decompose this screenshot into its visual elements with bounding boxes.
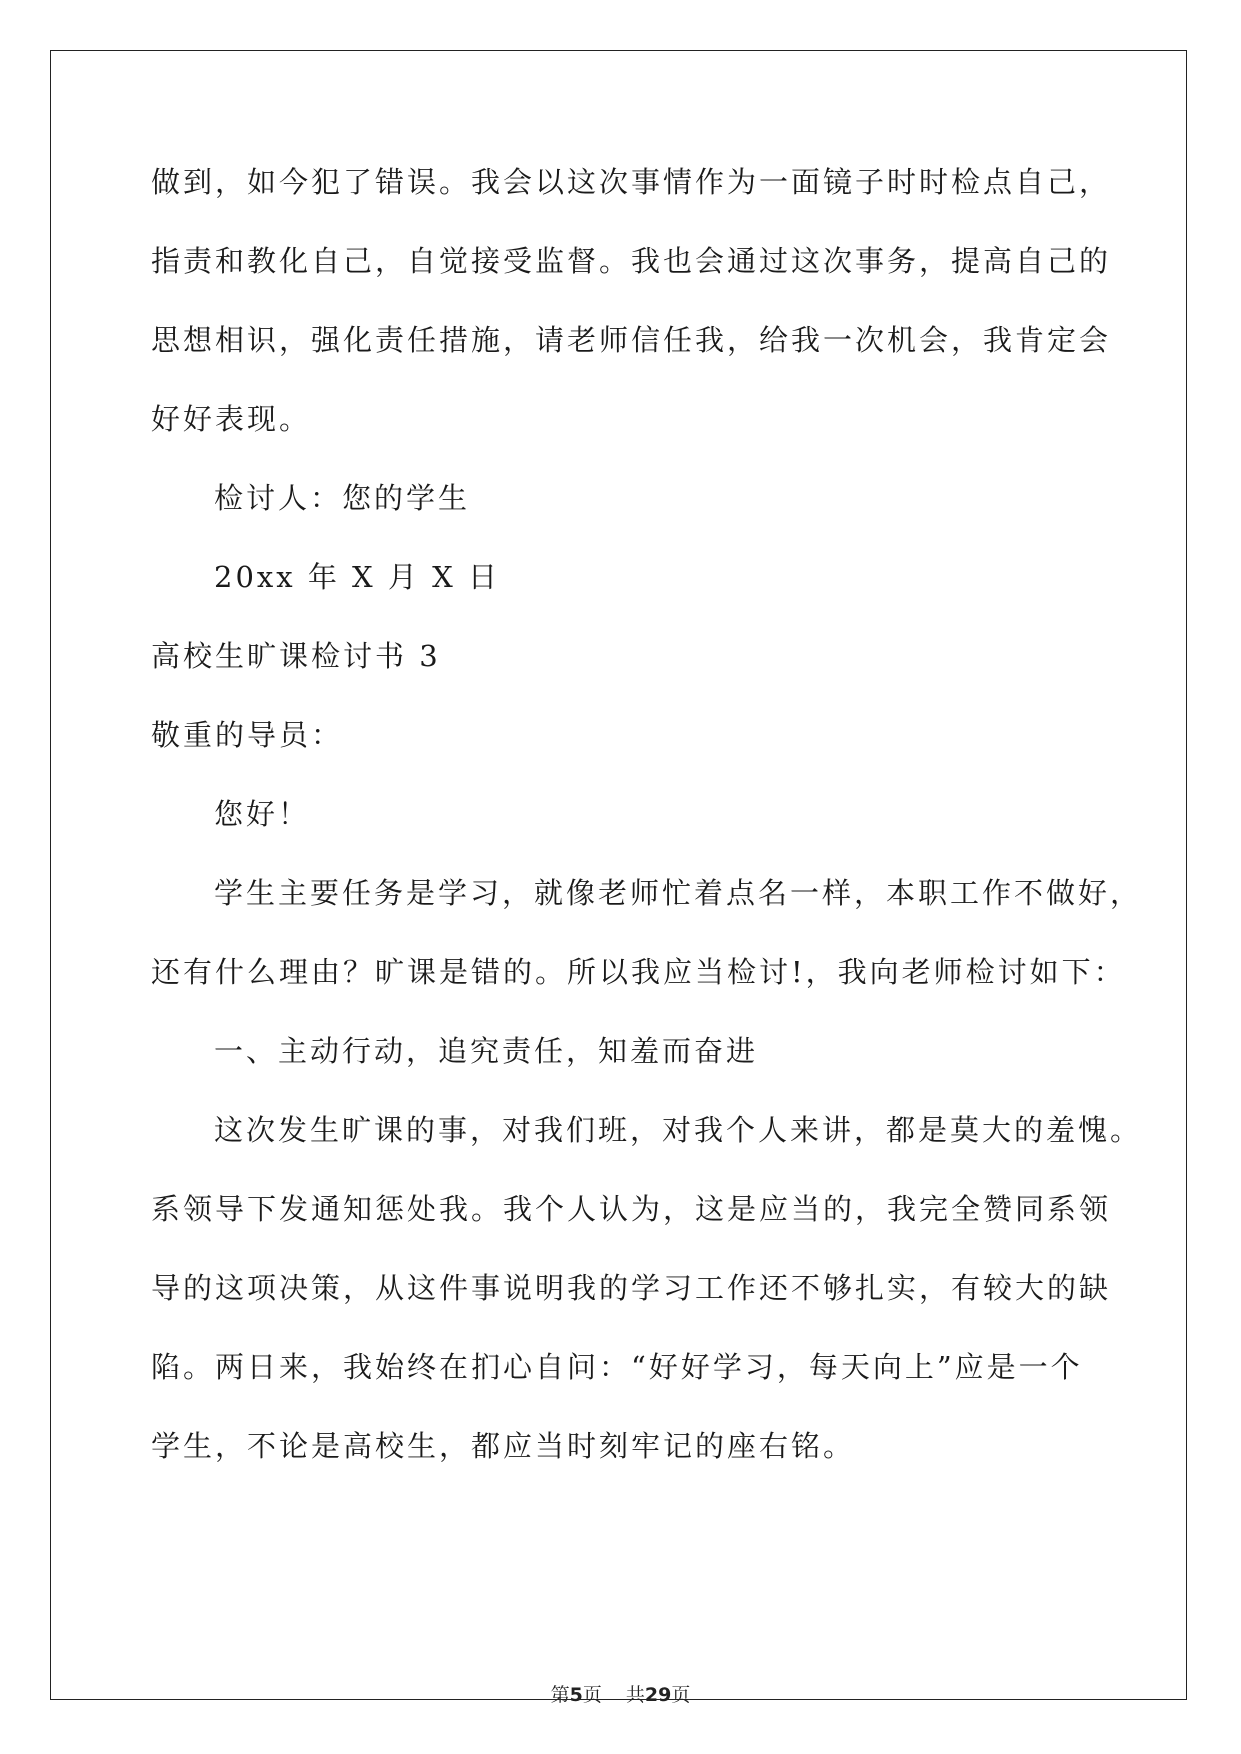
page-number: 5: [569, 1684, 583, 1706]
date-line: 20xx 年 X 月 X 日: [214, 560, 500, 594]
total-prefix: 共: [625, 1684, 645, 1706]
text-line: 学生主要任务是学习，就像老师忙着点名一样，本职工作不做好，: [214, 876, 1143, 910]
page-suffix: 页: [582, 1684, 602, 1706]
text-line: 思想相识，强化责任措施，请老师信任我，给我一次机会，我肯定会: [151, 323, 1112, 357]
text-line: 好好表现。: [151, 402, 312, 436]
total-suffix: 页: [671, 1684, 691, 1706]
subheading: 一、主动行动，追究责任，知羞而奋进: [214, 1034, 759, 1068]
total-pages: 29: [644, 1684, 672, 1706]
greeting: 您好！: [214, 797, 311, 831]
text-line: 做到，如今犯了错误。我会以这次事情作为一面镜子时时检点自己，: [151, 165, 1112, 199]
page-footer: [0, 1680, 1241, 1707]
text-line: 指责和教化自己，自觉接受监督。我也会通过这次事务，提高自己的: [151, 244, 1112, 278]
text-line: 系领导下发通知惩处我。我个人认为，这是应当的，我完全赞同系领: [151, 1192, 1112, 1226]
page-prefix: 第: [550, 1684, 570, 1706]
document-body: [151, 158, 1143, 1501]
signature-line: 检讨人：您的学生: [214, 481, 471, 515]
text-line: 导的这项决策，从这件事说明我的学习工作还不够扎实，有较大的缺: [151, 1271, 1112, 1305]
salutation: 敬重的导员：: [151, 718, 344, 752]
text-line: 学生，不论是高校生，都应当时刻牢记的座右铭。: [151, 1429, 856, 1463]
text-line: 还有什么理由？旷课是错的。所以我应当检讨!，我向老师检讨如下：: [151, 955, 1126, 989]
text-line: 陷。两日来，我始终在扪心自问：“好好学习，每天向上”应是一个: [151, 1350, 1083, 1384]
section-title: 高校生旷课检讨书 3: [151, 639, 441, 673]
text-line: 这次发生旷课的事，对我们班，对我个人来讲，都是莫大的羞愧。: [214, 1113, 1143, 1147]
